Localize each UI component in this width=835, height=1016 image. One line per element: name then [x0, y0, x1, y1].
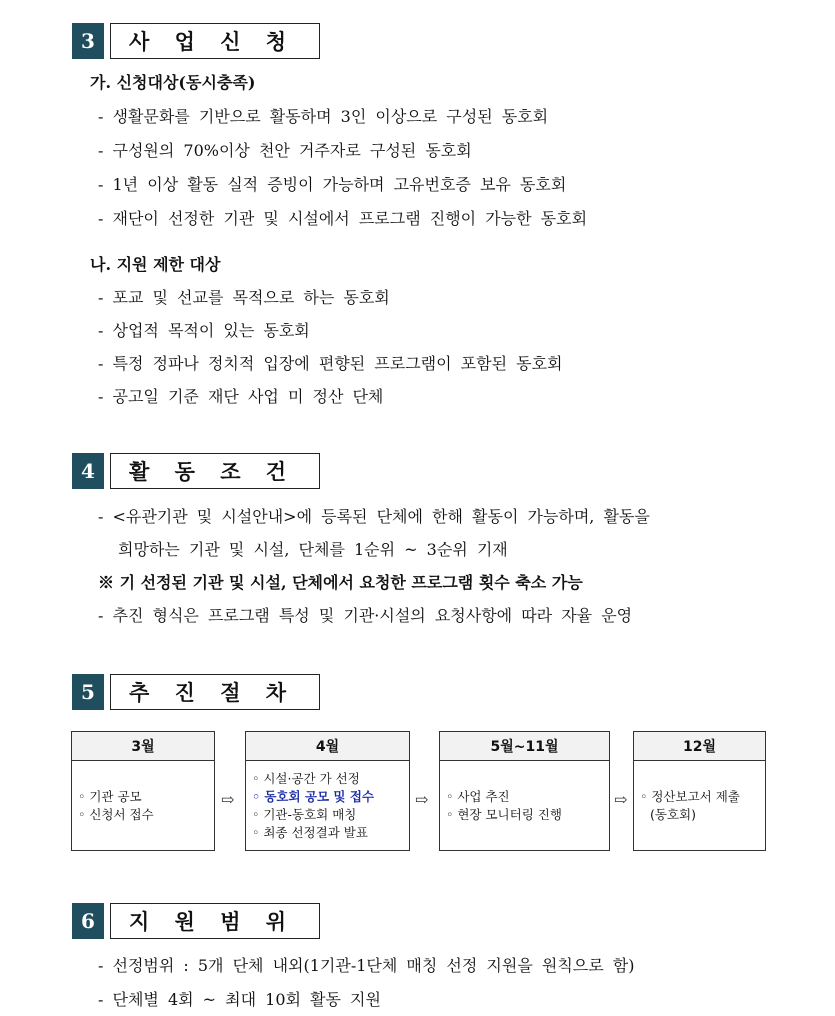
list-item: - 구성원의 70%이상 천안 거주자로 구성된 동호회	[98, 141, 472, 160]
process-step-box	[71, 731, 215, 851]
section-3-header	[72, 23, 320, 59]
list-item: - 특정 정파나 정치적 입장에 편향된 프로그램이 포함된 동호회	[98, 354, 563, 373]
list-item: - 재단이 선정한 기관 및 시설에서 프로그램 진행이 가능한 동호회	[98, 209, 588, 228]
section-title: 사 업 신 청	[110, 23, 320, 59]
process-step-box	[633, 731, 766, 851]
step-month: 4월	[246, 732, 409, 761]
list-item: - 공고일 기준 재단 사업 미 정산 단체	[98, 387, 384, 406]
step-item: ◦ 사업 추진	[446, 789, 510, 804]
step-item: ◦ 현장 모니터링 진행	[446, 807, 562, 822]
step-month: 5월~11월	[440, 732, 609, 761]
step-month: 12월	[634, 732, 765, 761]
step-item: ◦ 시설·공간 가 선정	[252, 771, 360, 786]
section-6-header	[72, 903, 320, 939]
section-number: 3	[72, 23, 104, 59]
section-number: 6	[72, 903, 104, 939]
arrow-right-icon: ⇨	[614, 790, 628, 809]
list-item: - 상업적 목적이 있는 동호회	[98, 321, 310, 340]
section-title: 추 진 절 차	[110, 674, 320, 710]
list-item: - 선정범위 : 5개 단체 내외(1기관-1단체 매칭 선정 지원을 원칙으로 함)	[98, 956, 635, 975]
list-item: - <유관기관 및 시설안내>에 등록된 단체에 한해 활동이 가능하며, 활동을	[98, 507, 650, 526]
step-item: ◦ 최종 선정결과 발표	[252, 825, 368, 840]
subsection-title-b: 나. 지원 제한 대상	[90, 255, 221, 274]
step-item: (동호회)	[650, 807, 696, 822]
subsection-title-a: 가. 신청대상(동시충족)	[90, 73, 256, 92]
list-item: - 단체별 4회 ~ 최대 10회 활동 지원	[98, 990, 381, 1009]
step-month: 3월	[72, 732, 214, 761]
section-5-header	[72, 674, 320, 710]
step-item: ◦ 기관 공모	[78, 789, 142, 804]
step-item: ◦ 신청서 접수	[78, 807, 154, 822]
process-step-box	[439, 731, 610, 851]
step-item-highlight: ◦ 동호회 공모 및 접수	[252, 789, 374, 804]
arrow-right-icon: ⇨	[415, 790, 429, 809]
arrow-right-icon: ⇨	[221, 790, 235, 809]
section-number: 5	[72, 674, 104, 710]
list-item: - 추진 형식은 프로그램 특성 및 기관·시설의 요청사항에 따라 자율 운영	[98, 606, 633, 625]
section-title: 지 원 범 위	[110, 903, 320, 939]
list-item: - 생활문화를 기반으로 활동하며 3인 이상으로 구성된 동호회	[98, 107, 549, 126]
section-number: 4	[72, 453, 104, 489]
process-step-box	[245, 731, 410, 851]
list-item: - 포교 및 선교를 목적으로 하는 동호회	[98, 288, 390, 307]
list-item: - 1년 이상 활동 실적 증빙이 가능하며 고유번호증 보유 동호회	[98, 175, 567, 194]
step-item: ◦ 정산보고서 제출	[640, 789, 740, 804]
step-item: ◦ 기관-동호회 매칭	[252, 807, 357, 822]
list-item-continuation: 희망하는 기관 및 시설, 단체를 1순위 ~ 3순위 기재	[118, 540, 508, 559]
note: ※ 기 선정된 기관 및 시설, 단체에서 요청한 프로그램 횟수 축소 가능	[98, 573, 583, 592]
section-title: 활 동 조 건	[110, 453, 320, 489]
section-4-header	[72, 453, 320, 489]
